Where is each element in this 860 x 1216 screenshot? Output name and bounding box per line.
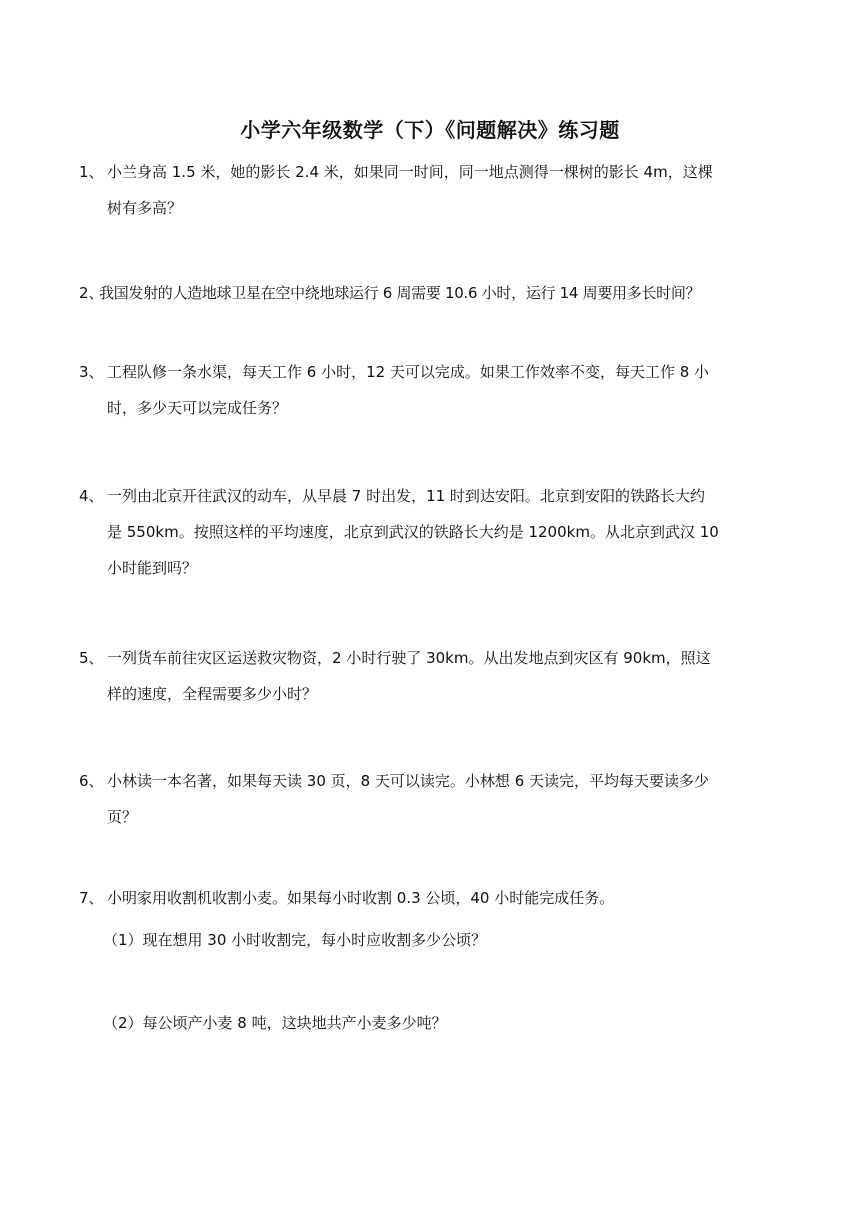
page-title: 小学六年级数学（下）《问题解决》练习题 [240, 118, 620, 142]
question-number: 5、 [79, 649, 104, 667]
question-text-line: 一列由北京开往武汉的动车，从早晨 7 时出发，11 时到达安阳。北京到安阳的铁路长大约 [107, 487, 705, 505]
question-5 [79, 640, 785, 712]
question-number: 4、 [79, 487, 104, 505]
question-3 [79, 354, 785, 426]
question-text-line: 工程队修一条水渠，每天工作 6 小时，12 天可以完成。如果工作效率不变，每天工作 8 小 [107, 363, 710, 381]
question-7 [79, 880, 785, 916]
question-text-line: 我国发射的人造地球卫星在空中绕地球运行 6 周需要 10.6 小时，运行 14 周要用多长时间？ [99, 284, 701, 302]
question-text-line: 小林读一本名著，如果每天读 30 页，8 天可以读完。小林想 6 天读完，平均每天要读多少 [107, 772, 710, 790]
question-text-line: 页？ [107, 808, 138, 826]
question-text-line: 时，多少天可以完成任务？ [107, 399, 288, 417]
question-number: 7、 [79, 889, 104, 907]
question-4 [79, 478, 785, 586]
sub-question-1: （1）现在想用 30 小时收割完，每小时应收割多少公顷？ [103, 931, 487, 949]
question-text-line: 小兰身高 1.5 米，她的影长 2.4 米，如果同一时间，同一地点测得一棵树的影长 4m，这棵 [107, 163, 713, 181]
sub-question-2: （2）每公顷产小麦 8 吨，这块地共产小麦多少吨？ [103, 1014, 447, 1032]
question-1 [79, 154, 785, 226]
question-number: 3、 [79, 363, 104, 381]
question-number: 6、 [79, 772, 104, 790]
question-text-line: 树有多高？ [107, 199, 183, 217]
question-text-line: 是 550km。按照这样的平均速度，北京到武汉的铁路长大约是 1200km。从北京到武汉 10 [107, 523, 719, 541]
question-text-line: 小明家用收割机收割小麦。如果每小时收割 0.3 公顷，40 小时能完成任务。 [107, 889, 615, 907]
question-6 [79, 763, 785, 835]
question-text-line: 一列货车前往灾区运送救灾物资，2 小时行驶了 30km。从出发地点到灾区有 90km，照这 [107, 649, 711, 667]
question-text-line: 小时能到吗？ [107, 559, 198, 577]
question-number: 1、 [79, 163, 104, 181]
question-text-line: 样的速度，全程需要多少小时？ [107, 685, 318, 703]
question-2 [79, 275, 789, 311]
question-number: 2、 [79, 284, 104, 302]
